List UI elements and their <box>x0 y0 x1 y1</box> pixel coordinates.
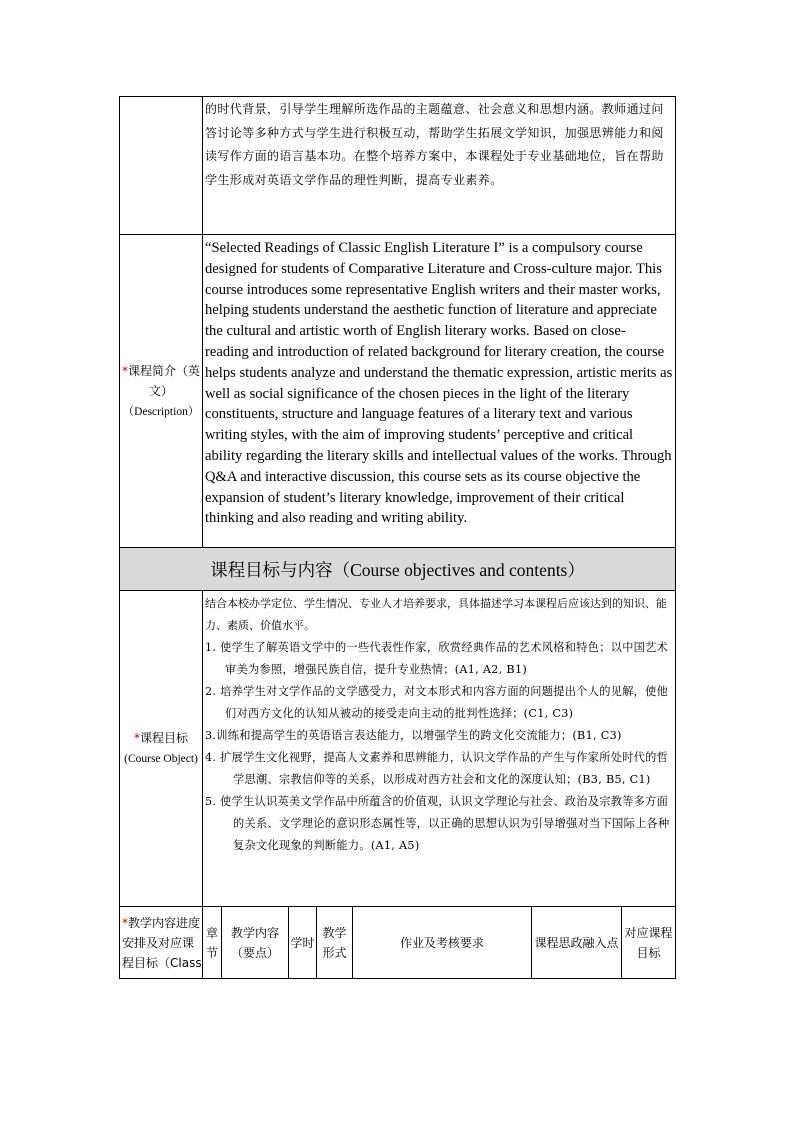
en-description-label-cn: 课程简介（英文） <box>127 363 200 398</box>
en-description-label-en: （Description） <box>122 405 200 418</box>
objective-item-4: 4. 扩展学生文化视野，提高人文素养和思辨能力，认识文学作品的产生与作家所处时代的哲学思潮、宗教信仰等的关系，以形成对西方社会和文化的深度认知；(B3, B5, C1) <box>205 751 669 786</box>
section-title-cn: 课程目标与内容 <box>210 560 333 581</box>
schedule-header-row <box>120 907 676 979</box>
col-header-hours: 学时 <box>289 907 317 979</box>
objective-item-5: 5. 使学生认识英美文学作品中所蕴含的价值观，认识文学理论与社会、政治及宗教等多方面的关系、文学理论的意识形态属性等，以正确的思想认识为引导增强对当下国际上各种复杂文化现象的判断能力。(A1, A5) <box>205 795 670 852</box>
required-mark: * <box>133 731 140 745</box>
required-mark: * <box>121 363 128 378</box>
objective-item-2: 2. 培养学生对文学作品的文学感受力，对文本形式和内容方面的问题提出个人的见解，使他们对西方文化的认知从被动的接受走向主动的批判性选择；(C1, C3) <box>205 685 669 720</box>
objective-item-1: 1. 使学生了解英语文学中的一些代表性作家，欣赏经典作品的艺术风格和特色；以中国艺术审美为参照，增强民族自信，提升专业热情；(A1, A2, B1) <box>205 641 669 676</box>
objectives-intro: 结合本校办学定位、学生情况、专业人才培养要求，具体描述学习本课程后应该达到的知识、能力、素质、价值水平。 <box>205 597 667 632</box>
en-description-text: “Selected Readings of Classic English Literature I” is a compulsory course designed for students of Comparative Literature and Cross-culture major. This course introduces some representative English writers and their master works, helping students understand the aesthetic function of literature and appreciate the cultural and artistic worth of English literary works. Based on close- reading and introduction of related background for literary creation, the course helps students analyze and understand the thematic expression, artistic merits as well as social significance of the chosen pieces in the light of the literary constituents, structure and language features of a literary text and various writing styles, with the aim of improving students’ perceptive and critical ability regarding the literary skills and intellectual values of the works. Through Q&A and interactive discussion, this course sets as its course objective the expansion of student’s literary knowledge, improvement of their critical thinking and also reading and writing ability. <box>203 235 676 548</box>
section-title-en: （Course objectives and contents） <box>332 559 585 580</box>
col-header-goal: 对应课程目标 <box>622 907 676 979</box>
col-header-content: 教学内容（要点） <box>222 907 289 979</box>
objectives-row <box>120 591 676 907</box>
objectives-content <box>203 591 676 907</box>
col-header-form: 教学形式 <box>317 907 353 979</box>
course-syllabus-table <box>119 96 676 979</box>
en-description-label <box>120 235 203 548</box>
required-mark: * <box>122 915 128 930</box>
col-header-chapter: 章节 <box>203 907 222 979</box>
schedule-label-text: 教学内容进度安排及对应课程目标（Class <box>122 915 202 970</box>
en-description-row <box>120 235 676 548</box>
col-header-homework: 作业及考核要求 <box>353 907 532 979</box>
schedule-label <box>120 907 203 979</box>
objectives-label <box>120 591 203 907</box>
objective-item-3: 3.训练和提高学生的英语语言表达能力，以增强学生的跨文化交流能力；(B1, C3) <box>205 729 622 742</box>
col-header-ideology: 课程思政融入点 <box>532 907 622 979</box>
objectives-label-cn: 课程目标 <box>139 731 188 745</box>
cn-description-row <box>120 97 676 235</box>
cn-description-label-cell <box>120 97 203 235</box>
objectives-label-en: (Course Object) <box>124 753 198 765</box>
section-header-row <box>120 548 676 591</box>
cn-description-text: 的时代背景，引导学生理解所选作品的主题蕴意、社会意义和思想内涵。教师通过问答讨论等多种方式与学生进行积极互动，帮助学生拓展文学知识，加强思辨能力和阅读写作方面的语言基本功。在整个培养方案中，本课程处于专业基础地位，旨在帮助学生形成对英语文学作品的理性判断，提高专业素养。 <box>203 97 676 235</box>
section-title <box>120 548 676 591</box>
